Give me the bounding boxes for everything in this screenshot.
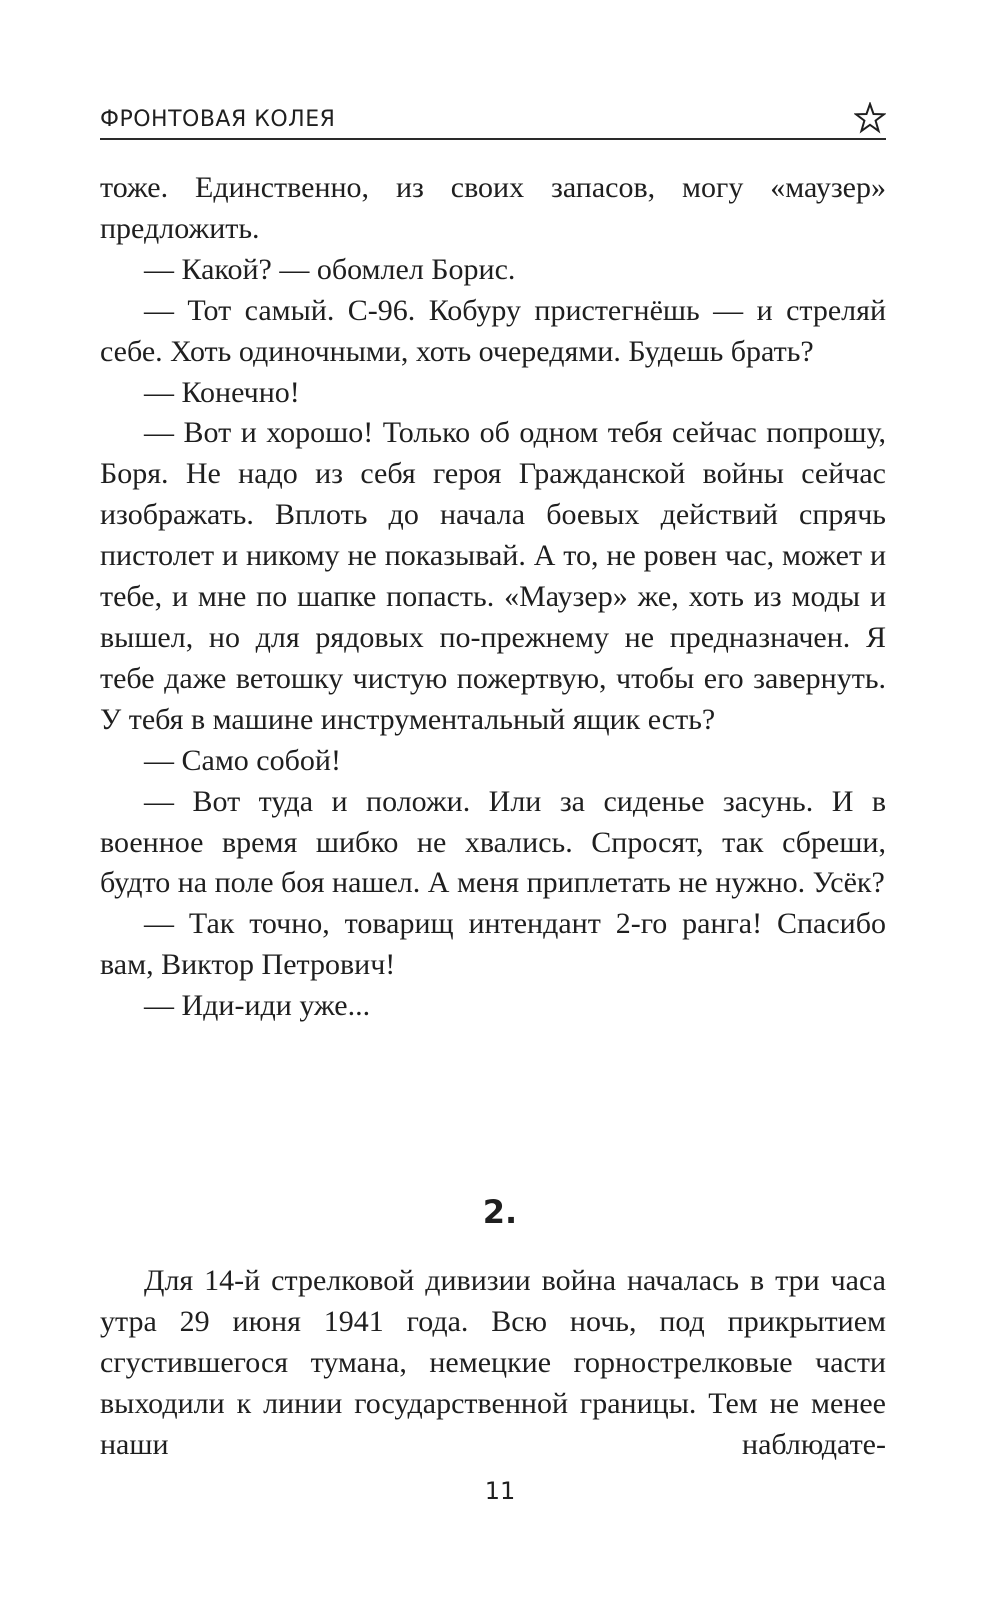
page-number: 11 bbox=[484, 1477, 516, 1505]
chapter-paragraph: Для 14-й стрелковой дивизии война началась в три часа утра 29 июня 1941 года. Всю ночь, под прикрытием сгустившегося тумана, немецкие горнострелковые части выходили к линии государственной границы. Тем не менее наши наблюдате- bbox=[100, 1264, 886, 1461]
dialogue-line: — Тот самый. С-96. Кобуру пристегнёшь — и стреляй себе. Хоть одиночными, хоть очередями. Будешь брать? bbox=[100, 293, 886, 368]
paragraph-continuation: тоже. Единственно, из своих запасов, могу «маузер» предложить. bbox=[100, 171, 886, 245]
dialogue-line: — Иди-иди уже... bbox=[144, 989, 371, 1023]
running-header bbox=[100, 100, 886, 140]
dialogue-line: — Вот туда и положи. Или за сиденье засунь. И в военное время шибко не хвались. Спросят, так сбреши, будто на поле боя нашел. А меня приплетать не нужно. Усёк? bbox=[100, 784, 886, 900]
chapter-body-text bbox=[100, 1261, 886, 1466]
dialogue-line: — Какой? — обомлел Борис. bbox=[144, 252, 516, 286]
running-header-title: ФРОНТОВАЯ КОЛЕЯ bbox=[100, 107, 336, 132]
chapter-heading: 2. bbox=[482, 1193, 518, 1231]
dialogue-line: — Само собой! bbox=[144, 743, 341, 777]
dialogue-line: — Так точно, товарищ интендант 2-го ранга! Спасибо вам, Виктор Петрович! bbox=[100, 907, 886, 982]
dialogue-line: — Вот и хорошо! Только об одном тебя сейчас попрошу, Боря. Не надо из себя героя Гражданской войны сейчас изображать. Вплоть до начала боевых действий спрячь пистолет и никому не показывай. А то, не ровен час, может и тебе, и мне по шапке попасть. «Маузер» же, хоть из моды и вышел, но для рядовых по-прежнему не предназначен. Я тебе даже ветошку чистую пожертвую, чтобы его завернуть. У тебя в машине инструментальный ящик есть? bbox=[100, 416, 886, 736]
dialogue-line: — Конечно! bbox=[144, 375, 300, 409]
body-text bbox=[100, 168, 886, 1027]
star-outline-icon bbox=[854, 102, 886, 134]
